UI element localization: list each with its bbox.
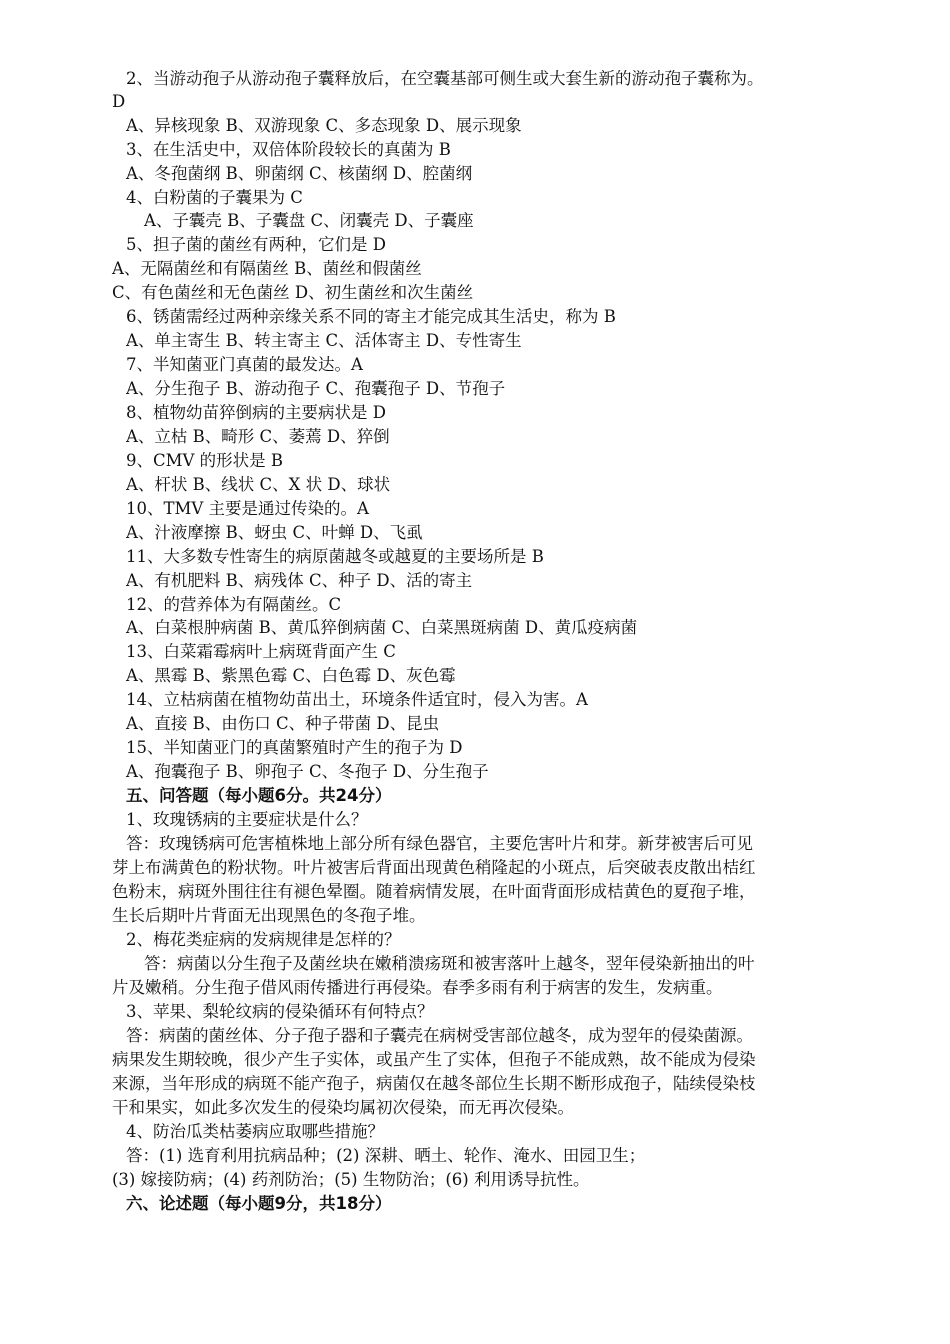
text-line: 7、半知菌亚门真菌的最发达。A — [126, 355, 363, 374]
text-line: A、汁液摩擦 B、蚜虫 C、叶蝉 D、飞虱 — [126, 523, 423, 542]
section-heading: 六、论述题（每小题9分，共18分） — [126, 1194, 392, 1213]
text-line: 4、防治瓜类枯萎病应取哪些措施？ — [126, 1122, 384, 1141]
text-line: 答：玫瑰锈病可危害植株地上部分所有绿色器官，主要危害叶片和芽。新芽被害后可见 — [126, 834, 753, 853]
text-line: 干和果实，如此多次发生的侵染均属初次侵染，而无再次侵染。 — [112, 1098, 574, 1117]
text-line: 3、苹果、梨轮纹病的侵染循环有何特点？ — [126, 1002, 434, 1021]
text-line: A、直接 B、由伤口 C、种子带菌 D、昆虫 — [126, 714, 440, 733]
text-line: A、子囊壳 B、子囊盘 C、闭囊壳 D、子囊座 — [144, 211, 474, 230]
text-line: 6、锈菌需经过两种亲缘关系不同的寄主才能完成其生活史，称为 B — [126, 307, 616, 326]
text-line: 14、立枯病菌在植物幼苗出土，环境条件适宜时，侵入为害。A — [126, 690, 588, 709]
text-line: (3) 嫁接防病；(4) 药剂防治；(5) 生物防治；(6) 利用诱导抗性。 — [112, 1170, 590, 1189]
text-line: A、白菜根肿病菌 B、黄瓜猝倒病菌 C、白菜黑斑病菌 D、黄瓜疫病菌 — [126, 618, 638, 637]
text-line: D — [112, 92, 126, 111]
text-line: A、孢囊孢子 B、卵孢子 C、冬孢子 D、分生孢子 — [126, 762, 489, 781]
text-line: A、异核现象 B、双游现象 C、多态现象 D、展示现象 — [126, 116, 522, 135]
text-line: 10、TMV 主要是通过传染的。A — [126, 499, 369, 518]
text-line: 5、担子菌的菌丝有两种，它们是 D — [126, 235, 386, 254]
text-line: A、冬孢菌纲 B、卵菌纲 C、核菌纲 D、腔菌纲 — [126, 164, 473, 183]
text-line: C、有色菌丝和无色菌丝 D、初生菌丝和次生菌丝 — [112, 283, 474, 302]
text-line: 1、玫瑰锈病的主要症状是什么？ — [126, 810, 368, 829]
text-line: 芽上布满黄色的粉状物。叶片被害后背面出现黄色稍隆起的小斑点，后突破表皮散出桔红 — [112, 858, 756, 877]
text-line: A、立枯 B、畸形 C、萎蔫 D、猝倒 — [126, 427, 390, 446]
text-line: 15、半知菌亚门的真菌繁殖时产生的孢子为 D — [126, 738, 463, 757]
text-line: 2、梅花类症病的发病规律是怎样的？ — [126, 930, 401, 949]
text-line: A、杆状 B、线状 C、X 状 D、球状 — [126, 475, 391, 494]
text-line: 答：病菌以分生孢子及菌丝块在嫩稍溃疡斑和被害落叶上越冬，翌年侵染新抽出的叶 — [144, 954, 755, 973]
text-line: 病果发生期较晚，很少产生子实体，或虽产生了实体，但孢子不能成熟，故不能成为侵染 — [112, 1050, 756, 1069]
text-line: 2、当游动孢子从游动孢子囊释放后，在空囊基部可侧生或大套生新的游动孢子囊称为。 — [126, 69, 764, 88]
text-line: 8、植物幼苗猝倒病的主要病状是 D — [126, 403, 386, 422]
text-line: 13、白菜霜霉病叶上病斑背面产生 C — [126, 642, 396, 661]
text-line: 片及嫩稍。分生孢子借风雨传播进行再侵染。春季多雨有利于病害的发生，发病重。 — [112, 978, 723, 997]
text-line: 4、白粉菌的子囊果为 C — [126, 188, 303, 207]
text-line: 答：病菌的菌丝体、分子孢子器和子囊壳在病树受害部位越冬，成为翌年的侵染菌源。 — [126, 1026, 753, 1045]
text-line: 3、在生活史中，双倍体阶段较长的真菌为 B — [126, 140, 451, 159]
text-line: A、单主寄生 B、转主寄主 C、活体寄主 D、专性寄生 — [126, 331, 522, 350]
section-heading: 五、问答题（每小题6分。共24分） — [126, 786, 392, 805]
text-line: 来源，当年形成的病斑不能产孢子，病菌仅在越冬部位生长期不断形成孢子，陆续侵染枝 — [112, 1074, 756, 1093]
text-line: A、黑霉 B、紫黑色霉 C、白色霉 D、灰色霉 — [126, 666, 456, 685]
text-line: 12、的营养体为有隔菌丝。C — [126, 595, 342, 614]
text-line: 11、大多数专性寄生的病原菌越冬或越夏的主要场所是 B — [126, 547, 544, 566]
text-line: 生长后期叶片背面无出现黑色的冬孢子堆。 — [112, 906, 426, 925]
text-line: 色粉末，病斑外围往往有褪色晕圈。随着病情发展，在叶面背面形成桔黄色的夏孢子堆， — [112, 882, 756, 901]
text-line: A、有机肥料 B、病残体 C、种子 D、活的寄主 — [126, 571, 473, 590]
text-line: A、无隔菌丝和有隔菌丝 B、菌丝和假菌丝 — [112, 259, 422, 278]
text-line: 答：(1) 选育利用抗病品种；(2) 深耕、晒土、轮作、淹水、田园卫生； — [126, 1146, 646, 1165]
text-line: 9、CMV 的形状是 B — [126, 451, 284, 470]
text-line: A、分生孢子 B、游动孢子 C、孢囊孢子 D、节孢子 — [126, 379, 506, 398]
